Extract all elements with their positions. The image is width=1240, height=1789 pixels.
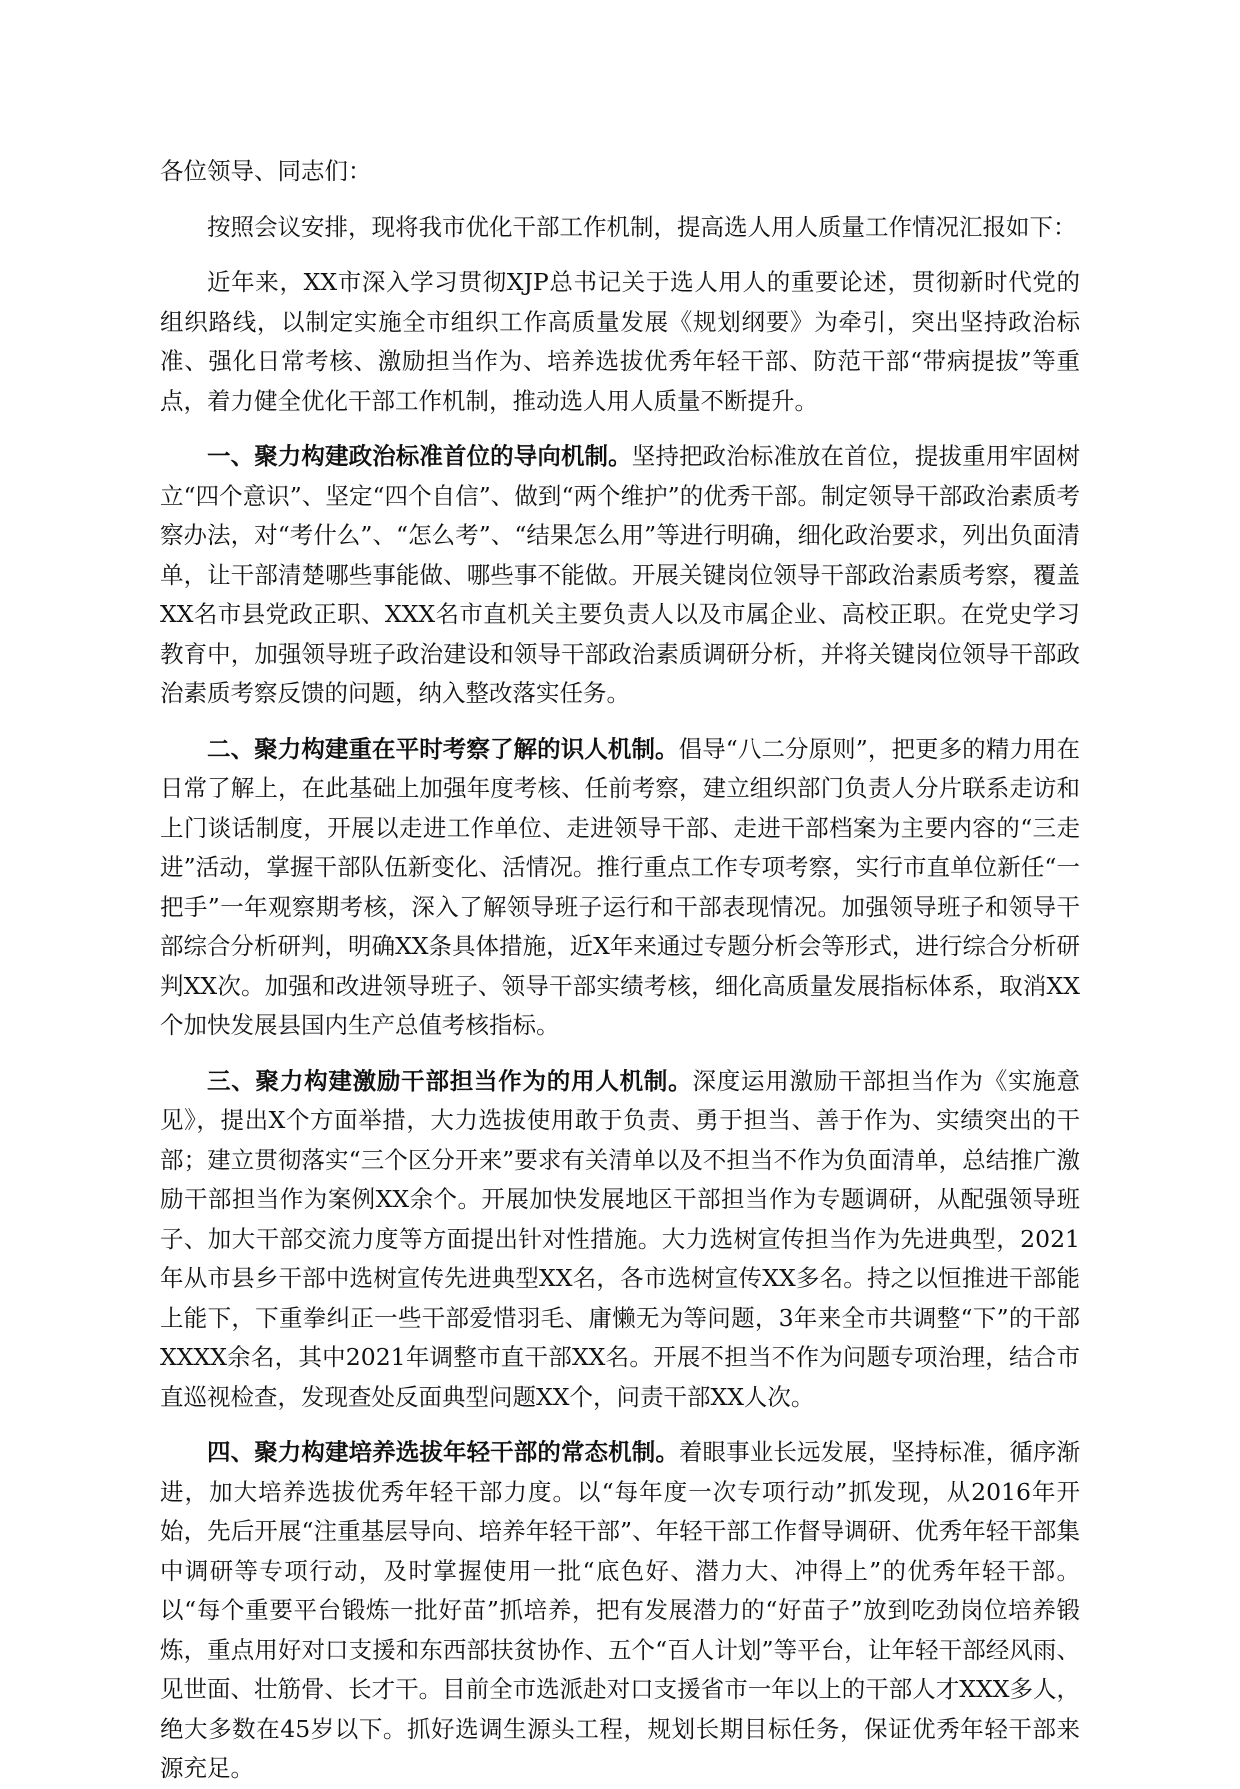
section-paragraph: [160, 1433, 1080, 1789]
intro-paragraph: 近年来，XX市深入学习贯彻XJP总书记关于选人用人的重要论述，贯彻新时代党的组织路线，以制定实施全市组织工作高质量发展《规划纲要》为牵引，突出坚持政治标准、强化日常考核、激励担当作为、培养选拔优秀年轻干部、防范干部“带病提拔”等重点，着力健全优化干部工作机制，推动选人用人质量不断提升。: [160, 268, 1080, 415]
section-body: 深度运用激励干部担当作为《实施意见》，提出X个方面举措，大力选拔使用敢于负责、勇于担当、善于作为、实绩突出的干部；建立贯彻落实“三个区分开来”要求有关清单以及不担当不作为负面清单，总结推广激励干部担当作为案例XX余个。开展加快发展地区干部担当作为专题调研，从配强领导班子、加大干部交流力度等方面提出针对性措施。大力选树宣传担当作为先进典型，2021年从市县乡干部中选树宣传先进典型XX名，各市选树宣传XX多名。持之以恒推进干部能上能下，下重拳纠正一些干部爱惜羽毛、庸懒无为等问题，3年来全市共调整“下”的干部XXXX余名，其中2021年调整市直干部XX名。开展不担当不作为问题专项治理，结合市直巡视检查，发现查处反面典型问题XX个，问责干部XX人次。: [160, 1066, 1081, 1411]
section-body: 坚持把政治标准放在首位，提拔重用牢固树立“四个意识”、坚定“四个自信”、做到“两个维护”的优秀干部。制定领导干部政治素质考察办法，对“考什么”、“怎么考”、“结果怎么用”等进行明确，细化政治要求，列出负面清单，让干部清楚哪些事能做、哪些事不能做。开展关键岗位领导干部政治素质考察，覆盖XX名市县党政正职、XXX名市直机关主要负责人以及市属企业、高校正职。在党史学习教育中，加强领导班子政治建设和领导干部政治素质调研分析，并将关键岗位领导干部政治素质考察反馈的问题，纳入整改落实任务。: [160, 442, 1080, 707]
section-heading: 四、聚力构建培养选拔年轻干部的常态机制。: [207, 1438, 679, 1466]
section-heading: 三、聚力构建激励干部担当作为的用人机制。: [207, 1066, 693, 1095]
section-heading: 一、聚力构建政治标准首位的导向机制。: [207, 442, 632, 470]
section-paragraph: [160, 437, 1080, 714]
section-heading: 二、聚力构建重在平时考察了解的识人机制。: [207, 734, 679, 763]
section-paragraph: [160, 1062, 1080, 1418]
section-body: 倡导“八二分原则”，把更多的精力用在日常了解上，在此基础上加强年度考核、任前考察，建立组织部门负责人分片联系走访和上门谈话制度，开展以走进工作单位、走进领导干部、走进干部档案为主要内容的“三走进”活动，掌握干部队伍新变化、活情况。推行重点工作专项考察，实行市直单位新任“一把手”一年观察期考核，深入了解领导班子运行和干部表现情况。加强领导班子和领导干部综合分析研判，明确XX条具体措施，近X年来通过专题分析会等形式，进行综合分析研判XX次。加强和改进领导班子、领导干部实绩考核，细化高质量发展指标体系，取消XX个加快发展县国内生产总值考核指标。: [160, 734, 1081, 1039]
salutation: 各位领导、同志们：: [160, 157, 372, 185]
section-paragraph: [160, 730, 1080, 1046]
section-body: 着眼事业长远发展，坚持标准，循序渐进，加大培养选拔优秀年轻干部力度。以“每年度一次专项行动”抓发现，从2016年开始，先后开展“注重基层导向、培养年轻干部”、年轻干部工作督导调研、优秀年轻干部集中调研等专项行动，及时掌握使用一批“底色好、潜力大、冲得上”的优秀年轻干部。以“每个重要平台锻炼一批好苗”抓培养，把有发展潜力的“好苗子”放到吃劲岗位培养锻炼，重点用好对口支援和东西部扶贫协作、五个“百人计划”等平台，让年轻干部经风雨、见世面、壮筋骨、长才干。目前全市选派赴对口支援省市一年以上的干部人才XXX多人，绝大多数在45岁以下。抓好选调生源头工程，规划长期目标任务，保证优秀年轻干部来源充足。: [160, 1438, 1081, 1782]
intro-paragraph: 按照会议安排，现将我市优化干部工作机制，提高选人用人质量工作情况汇报如下：: [207, 212, 1077, 241]
